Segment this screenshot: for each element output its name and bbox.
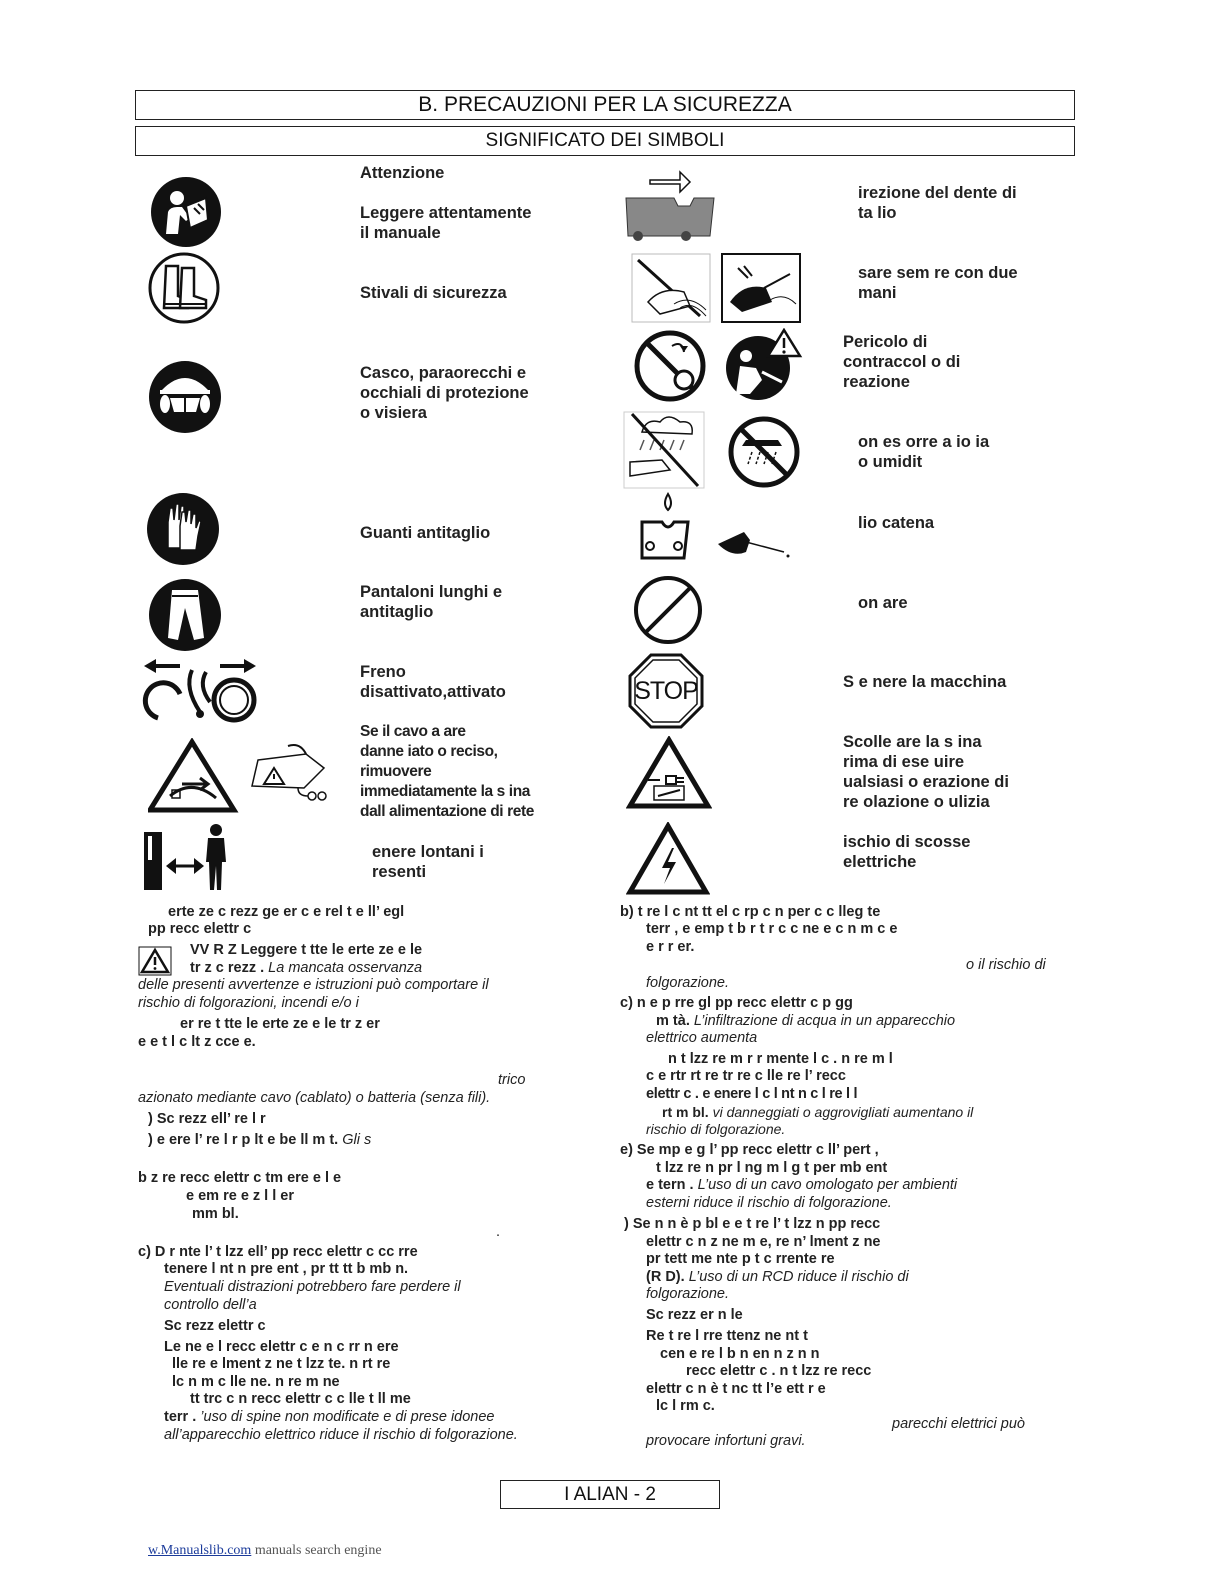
body-right-line: n t lzz re m r r mente l c . n re m l: [668, 1051, 893, 1067]
watermark: [148, 1543, 382, 1559]
body-right-line: e tern .: [646, 1177, 694, 1193]
body-right-line: elettr c n z ne m e, re n’ lment z ne: [646, 1234, 881, 1250]
section-subtitle: SIGNIFICATO DEI SIMBOLI: [135, 126, 1075, 156]
body-right-line: m tà.: [656, 1013, 690, 1029]
body-left-line: lc n m c lle ne. n re m ne: [172, 1374, 340, 1390]
body-right-line: b) t re l c nt tt el c rp c n per c c lleg te: [620, 904, 881, 920]
body-right-line: elettr c . e enere l c l nt n c l re l l: [646, 1086, 858, 1102]
body-left-line: terr .: [164, 1409, 197, 1425]
body-left-line: tenere l nt n pre ent , pr tt tt b mb n.: [164, 1261, 409, 1277]
symbol-label-attention: Attenzione: [360, 164, 445, 182]
symbol-label-stop: S e nere la macchina: [843, 673, 1007, 691]
symbol-label-chain-oil: lio catena: [858, 514, 935, 532]
body-right-line: o il rischio di: [966, 957, 1046, 973]
body-left-line: b z re recc elettr c tm ere e l e: [138, 1170, 342, 1186]
damaged-cable-icon: [148, 738, 328, 814]
body-right-line: elettr c n è t nc tt l’e ett r e: [646, 1381, 826, 1397]
symbol-label-brake: Freno disattivato,attivato: [360, 663, 506, 701]
helmet-ear-eye-protection-icon: [148, 360, 222, 434]
body-left-line: pp recc elettr c: [148, 921, 252, 937]
body-left-line: Eventuali distrazioni potrebbero fare perdere il: [164, 1279, 461, 1295]
electric-shock-icon: [626, 822, 710, 896]
body-right-line: c) n e p rre gl pp recc elettr c p gg: [620, 995, 853, 1011]
body-right-line: rischio di folgorazione.: [646, 1121, 786, 1137]
body-right-line: folgorazione.: [646, 975, 730, 991]
body-right-line: provocare infortuni gravi.: [646, 1433, 806, 1449]
warning-line: rischio di folgorazioni, incendi e/o i: [138, 995, 359, 1011]
body-left-line: e e t l c lt z cce e.: [138, 1034, 256, 1050]
symbol-label-boots: Stivali di sicurezza: [360, 284, 507, 302]
watermark-text: manuals search engine: [254, 1543, 382, 1558]
symbol-label-damaged-cable: Se il cavo a are danne iato o reciso, rimuovere immediatamente la s ina dall alimentazione di rete: [360, 723, 534, 820]
body-left-line: Le ne e l recc elettr c e n c rr n ere: [164, 1339, 399, 1355]
warning-triangle-icon: [138, 946, 172, 976]
safety-boots-icon: [148, 252, 220, 324]
body-right-line: rt m bl.: [662, 1104, 709, 1120]
body-right-line: (R D).: [646, 1269, 685, 1285]
body-left-line: ) e ere l’ re l r p lt e be ll m t.: [148, 1132, 339, 1148]
symbol-label-prohibited: on are: [858, 594, 908, 612]
prohibited-icon: [632, 574, 704, 646]
body-right-line: pr tett me nte p t c rrente re: [646, 1251, 835, 1267]
body-left-line: lle re e lment z ne t lzz te. n rt re: [172, 1356, 391, 1372]
symbol-label-keep-distance: enere lontani i resenti: [372, 843, 484, 881]
body-left-line: tt trc c n recc elettr c c lle t ll me: [190, 1391, 411, 1407]
warning-line: VV R Z Leggere t tte le erte ze e le: [190, 942, 423, 958]
symbol-label-two-hands: sare sem re con due mani: [858, 264, 1018, 302]
body-left-line: trico: [498, 1072, 526, 1088]
body-right-line: L’infiltrazione di acqua in un apparecchio: [693, 1013, 956, 1029]
body-left-line: Gli s: [342, 1132, 372, 1148]
body-left-line: er re t tte le erte ze e le tr z er: [180, 1016, 380, 1032]
unplug-before-maintenance-icon: [626, 736, 712, 810]
warning-line: delle presenti avvertenze e istruzioni può comportare il: [138, 977, 489, 993]
brake-icon: [140, 656, 260, 724]
kickback-danger-icon: [632, 328, 804, 404]
body-left-line: all’apparecchio elettrico riduce il rischio di folgorazione.: [164, 1427, 518, 1443]
body-left-line: ’uso di spine non modificate e di prese idonee: [200, 1409, 495, 1425]
body-right-line: recc elettr c . n t lzz re recc: [686, 1363, 872, 1379]
two-hands-icon: [630, 252, 802, 324]
symbol-label-electric-shock: ischio di scosse elettriche: [843, 833, 971, 871]
body-right-line: terr , e emp t b r t r c c ne e c n m c e: [646, 921, 898, 937]
keep-distance-icon: [142, 822, 238, 892]
body-right-line: e r r er.: [646, 939, 695, 955]
trousers-icon: [148, 578, 222, 652]
body-right-line: ) Se n n è p bl e e t re l’ t lzz n pp recc: [624, 1216, 881, 1232]
body-right-line: L’uso di un cavo omologato per ambienti: [697, 1177, 958, 1193]
body-left-line: azionato mediante cavo (cablato) o batteria (senza fili).: [138, 1090, 491, 1106]
symbol-label-read-manual: Leggere attentamente il manuale: [360, 204, 532, 242]
cutting-tooth-direction-icon: [624, 166, 718, 244]
body-right-line: Re t re l rre ttenz ne nt t: [646, 1328, 808, 1344]
body-left-line: Sc rezz elettr c: [164, 1318, 266, 1334]
body-right-line: elettrico aumenta: [646, 1030, 758, 1046]
body-left-line: ) Sc rezz ell’ re l r: [148, 1111, 266, 1127]
symbol-label-no-rain: on es orre a io ia o umidit: [858, 433, 990, 471]
symbol-label-helmet: Casco, paraorecchi e occhiali di protezione o visiera: [360, 364, 529, 422]
read-manual-icon: [150, 176, 222, 248]
no-rain-icon: [622, 410, 808, 490]
warning-line: tr z c rezz .: [190, 960, 265, 976]
chain-oil-icon: [636, 492, 796, 564]
body-left-line: erte ze c rezz ge er c e rel t e ll’ egl: [168, 904, 405, 920]
stop-sign-icon: [628, 653, 704, 729]
symbol-label-trousers: Pantaloni lunghi e antitaglio: [360, 583, 503, 621]
body-right-line: t lzz re n pr l ng m l g t per mb ent: [656, 1160, 888, 1176]
section-title: B. PRECAUZIONI PER LA SICUREZZA: [135, 90, 1075, 120]
symbol-label-unplug: Scolle are la s ina rima di ese uire ualsiasi o erazione di re olazione o ulizia: [843, 733, 1009, 811]
symbol-label-kickback: Pericolo di contraccol o di reazione: [843, 333, 961, 391]
body-left-line: e em re e z l l er: [186, 1188, 295, 1204]
body-right-line: cen e re l b n en n z n n: [660, 1346, 820, 1362]
body-right-line: lc l rm c.: [656, 1398, 715, 1414]
body-left-line: mm bl.: [192, 1206, 239, 1222]
symbol-label-cutting-direction: irezione del dente di ta lio: [858, 184, 1017, 222]
body-right-line: parecchi elettrici può: [892, 1416, 1025, 1432]
symbol-label-gloves: Guanti antitaglio: [360, 524, 491, 542]
stop-sign-text: STOP: [634, 677, 698, 705]
warning-line: La mancata osservanza: [268, 960, 423, 976]
body-left-line: .: [496, 1224, 501, 1240]
watermark-link[interactable]: w.Manualslib.com: [148, 1543, 252, 1558]
body-left-line: c) D r nte l’ t lzz ell’ pp recc elettr c cc rre: [138, 1244, 418, 1260]
body-right-line: e) Se mp e g l’ pp recc elettr c ll’ pert ,: [620, 1142, 879, 1158]
body-left-line: controllo dell’a: [164, 1297, 257, 1313]
page-number-box: I ALIAN - 2: [500, 1480, 720, 1509]
body-right-line: folgorazione.: [646, 1286, 730, 1302]
body-right-line: Sc rezz er n le: [646, 1307, 743, 1323]
body-right-line: c e rtr rt re tr re c lle re l’ recc: [646, 1068, 846, 1084]
body-right-line: esterni riduce il rischio di folgorazione.: [646, 1195, 892, 1211]
gloves-icon: [146, 492, 220, 566]
body-right-line: vi danneggiati o aggrovigliati aumentano il: [712, 1104, 974, 1120]
body-right-line: L’uso di un RCD riduce il rischio di: [688, 1269, 909, 1285]
